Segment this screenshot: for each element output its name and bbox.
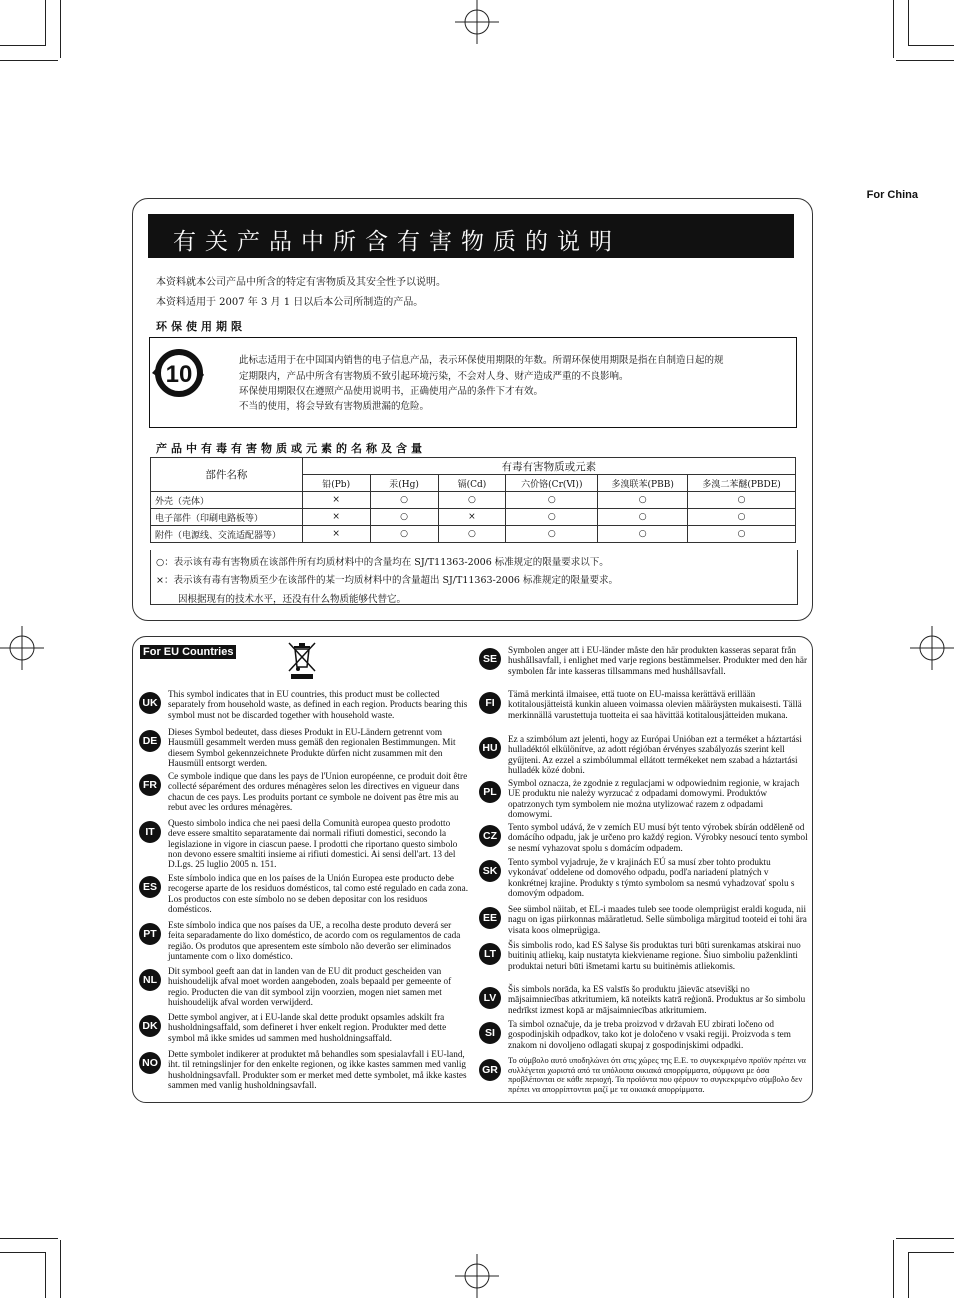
crop-mark: [0, 45, 46, 46]
table-cell: ○: [688, 509, 796, 526]
country-badge: NO: [139, 1052, 161, 1074]
crop-mark: [45, 1252, 46, 1298]
country-badge: UK: [139, 692, 161, 714]
epup-text: 此标志适用于在中国国内销售的电子信息产品，表示环保使用期限的年数。所谓环保使用期限是指在自制造日起的规: [239, 355, 724, 366]
column-header: 多溴二苯醚(PBDE): [688, 475, 796, 492]
table-cell: ○: [688, 526, 796, 543]
column-header: 铅(Pb): [302, 475, 370, 492]
table-cell: ○: [506, 509, 598, 526]
table-header: 有毒有害物质或元素: [302, 458, 795, 475]
country-badge: FI: [479, 692, 501, 714]
table-note: 因根据现有的技术水平，还没有什么物质能够代替它。: [178, 594, 407, 605]
table-cell: ×: [302, 492, 370, 509]
country-badge: LV: [479, 987, 501, 1009]
eu-notice-text: Dette symbol angiver, at i EU-lande skal dette produkt opsamles adskilt fra husholdningsaffald, som defineret i hver enkelt region. Produkter med dette symbol må ikke smides ud sammen med husholdningsaffald.: [168, 1012, 447, 1043]
eu-notice-text: Dit symbool geeft aan dat in landen van de EU dit product gescheiden van huishoudelijk afval moet worden aangeboden, zoals bepaald per gemeente of regio. Producten die van dit symbool zijn voorzien, mogen niet samen met huishoudelijk afval worden verwijderd.: [168, 966, 452, 1007]
country-badge: NL: [139, 969, 161, 991]
table-cell: ○: [370, 492, 438, 509]
crop-mark: [0, 1252, 46, 1253]
country-badge: CZ: [479, 825, 501, 847]
table-cell: ○: [688, 492, 796, 509]
country-badge: LT: [479, 943, 501, 965]
country-badge: PL: [479, 781, 501, 803]
country-badge: PT: [139, 923, 161, 945]
eu-notice-text: Tämä merkintä ilmaisee, että tuote on EU-maissa kerättävä erillään kotitalousjätteistä kunkin alueen voimassa olevien määräysten mukaisesti. Tällä merkinnällä varustettuja tuotteita ei saa hävittää kotitalousjätteiden mukana.: [508, 689, 802, 720]
table-row: [151, 526, 796, 543]
environment-protection-use-period-icon: [152, 343, 204, 403]
crop-mark: [0, 1238, 58, 1239]
registration-mark-icon: [0, 626, 44, 670]
table-cell: ○: [438, 526, 506, 543]
crop-mark: [0, 60, 58, 61]
country-badge: ES: [139, 876, 161, 898]
crop-mark: [908, 1252, 954, 1253]
table-cell: ×: [302, 526, 370, 543]
table-cell: ○: [506, 526, 598, 543]
country-badge: DE: [139, 730, 161, 752]
intro-text: 本资料就本公司产品中所含的特定有害物质及其安全性予以说明。: [156, 277, 446, 288]
eu-notice-text: Šis simbols norāda, ka ES valstīs šo produktu jāievāc atsevišķi no mājsaimniecības atkritumiem, kā noteikts katrā reģionā. Produktus ar šo simbolu nedrīkst izmest kopā ar mājsaimniecības atkritumiem.: [508, 984, 806, 1015]
part-name: 电子部件（印刷电路板等）: [151, 509, 303, 526]
part-name: 外壳（壳体）: [151, 492, 303, 509]
for-eu-tag: For EU Countries: [140, 645, 236, 659]
table-row: [151, 509, 796, 526]
table-cell: ○: [506, 492, 598, 509]
crop-mark: [45, 0, 46, 46]
country-badge: IT: [139, 821, 161, 843]
column-header: 多溴联苯(PBB): [598, 475, 688, 492]
eu-notice-text: See sümbol näitab, et EL-i maades tuleb see toode olemprügist eraldi koguda, nii nagu on igas piirkonnas määratletud. Selle sümboliga märgitud tooteid ei tohi ära visata koos olmeprügiga.: [508, 904, 807, 935]
eu-notice-text: Este símbolo indica que en los países de la Unión Europea este producto debe recogerse aparte de los residuos domésticos, tal como esté regulado en cada zona. Los productos con este símbolo no se deben depositar con los residuos domésticos.: [168, 873, 469, 914]
eu-notice-text: Ez a szimbólum azt jelenti, hogy az Európai Unióban ezt a terméket a háztartási hulladéktól elkülönítve, az adott régióban érvényes szabályozás szerint kell gyűjteni. Az ezzel a szimbólummal ellátott termékeket nem szabad a háztartási hulladék közé dobni.: [508, 734, 802, 775]
column-header: 六价铬(Cr(Ⅵ)): [506, 475, 598, 492]
epup-text: 定期限内，产品中所含有害物质不致引起环境污染，不会对人身、财产造成严重的不良影响。: [239, 371, 629, 382]
table-cell: ○: [370, 526, 438, 543]
table-cell: ×: [438, 509, 506, 526]
epup-number: 10: [165, 361, 193, 388]
registration-mark-icon: [455, 0, 499, 44]
table-note: ×：表示该有毒有害物质至少在该部件的某一均质材料中的含量超出 SJ/T11363-2006 标准规定的限量要求。: [156, 575, 618, 586]
eu-notice-text: Symbolen anger att i EU-länder måste den här produkten kasseras separat från hushållsavfall, i enlighet med varje regions bestämmelser. Produkter med den här symbolen får inte kasseras tillsammans med hushållsavfall.: [508, 645, 808, 676]
table-cell: ○: [370, 509, 438, 526]
crop-mark: [908, 45, 954, 46]
registration-mark-icon: [910, 626, 954, 670]
table-row: [151, 492, 796, 509]
country-badge: SK: [479, 860, 501, 882]
table-cell: ○: [598, 492, 688, 509]
crossed-out-wheelie-bin-icon: [285, 640, 319, 680]
country-badge: HU: [479, 737, 501, 759]
country-badge: SE: [479, 648, 501, 670]
table-cell: ○: [438, 492, 506, 509]
eu-notice-text: This symbol indicates that in EU countries, this product must be collected separately from household waste, as defined in each region. Products bearing this symbol must not be discarded together with household waste.: [168, 689, 468, 720]
country-badge: FR: [139, 774, 161, 796]
table-note: ○：表示该有毒有害物质在该部件所有均质材料中的含量均在 SJ/T11363-2006 标准规定的限量要求以下。: [156, 557, 609, 568]
crop-mark: [60, 0, 61, 58]
column-header: 镉(Cd): [438, 475, 506, 492]
eu-notice-text: Šis simbolis rodo, kad ES šalyse šis produktas turi būti surenkamas atskirai nuo buitinių atliekų, kaip nustatyta kiekviename regione. Šiuo simboliu paženklinti produktai neturi būti išmetami kartu su buitinėmis atliekomis.: [508, 940, 801, 971]
registration-mark-icon: [455, 1254, 499, 1298]
section-heading: 产品中有毒有害物质或元素的名称及含量: [156, 442, 426, 455]
eu-notice-text: Το σύμβολο αυτό υποδηλώνει ότι στις χώρες της Ε.Ε. το συγκεκριμένο προϊόν πρέπει να συλλέγεται χωριστά από τα υπόλοιπα οικιακά απορρίμματα, σύμφωνα με όσα προβλέπονται σε κάθε περιοχή. Τα προϊόντα που φέρουν το συγκεκριμένο σύμβολο δεν πρέπει να απορρίπτονται μαζί με τα οικιακά απορρίμματα.: [508, 1056, 806, 1094]
intro-text: 本资料适用于 2007 年 3 月 1 日以后本公司所制造的产品。: [156, 297, 424, 308]
page-title: 有关产品中所含有害物质的说明: [173, 229, 621, 255]
eu-notice-text: Este símbolo indica que nos países da UE, a recolha deste produto deverá ser feita separadamente do lixo doméstico, de acordo com os regulamentos de cada região. Os produtos que apresentem este símbolo não deverão ser eliminados juntamente com o lixo doméstico.: [168, 920, 461, 961]
eu-notice-text: Ce symbole indique que dans les pays de l'Union européenne, ce produit doit être collecté séparément des ordures ménagères selon les directives en vigueur dans chacun de ces pays. Les produits portant ce symbole ne doivent pas être mis au rebut avec les ordures ménagères.: [168, 771, 468, 812]
crop-mark: [908, 1252, 909, 1298]
crop-mark: [60, 1240, 61, 1298]
crop-mark: [908, 0, 909, 46]
eu-notice-text: Ta simbol označuje, da je treba proizvod v državah EU zbirati ločeno od gospodinjskih odpadkov, tako kot je določeno v vsaki regiji. Proizvoda s tem znakom ni dovoljeno odlagati skupaj z gospodinjskimi odpadki.: [508, 1019, 791, 1050]
eu-notice-text: Symbol oznacza, że zgodnie z regulacjami w odpowiednim regionie, w krajach UE produktu nie należy wyrzucać z odpadami domowymi. Produktów opatrzonych tym symbolem nie można utylizować razem z odpadami domowymi.: [508, 778, 800, 819]
crop-mark: [896, 1238, 954, 1239]
for-china-tag: For China: [863, 189, 922, 201]
country-badge: GR: [479, 1059, 501, 1081]
section-heading: 环保使用期限: [156, 320, 246, 333]
eu-notice-text: Dieses Symbol bedeutet, dass dieses Produkt in EU-Ländern getrennt vom Hausmüll gesammelt werden muss gemäß den regionalen Bestimmungen. Mit diesem Symbol gekennzeichnete Produkte dürfen nicht zusammen mit den Hausmüll entsorgt werden.: [168, 727, 456, 768]
eu-notice-text: Tento symbol vyjadruje, že v krajinách EÚ sa musí zber tohto produktu vykonávať oddelene od domového odpadu, podľa nariadení platných v konkrétnej krajine. Produkty s týmto symbolom sa nesmú vyhadzovať spolu s domovým odpadom.: [508, 857, 795, 898]
table-cell: ○: [598, 526, 688, 543]
crop-mark: [893, 0, 894, 58]
crop-mark: [896, 60, 954, 61]
table-cell: ○: [598, 509, 688, 526]
crop-mark: [893, 1240, 894, 1298]
eu-notice-text: Tento symbol udává, že v zemích EU musí být tento výrobek sbírán odděleně od domácího odpadu, jak je určeno pro každý region. Výrobky nesoucí tento symbol se nesmí vyhazovat spolu s domácím odpadem.: [508, 822, 808, 853]
epup-text: 环保使用期限仅在遵照产品使用说明书，正确使用产品的条件下才有效。: [239, 386, 544, 397]
column-header: 汞(Hg): [370, 475, 438, 492]
epup-text: 不当的使用，将会导致有害物质泄漏的危险。: [239, 401, 430, 412]
country-badge: EE: [479, 907, 501, 929]
eu-notice-text: Dette symbolet indikerer at produktet må behandles som spesialavfall i EU-land, iht. til retningslinjer for den enkelte regionen, og ikke kastes sammen med vanlig husholdningsavfall. Produkter som er merket med dette symbolet, må ikke kastes sammen med vanlig husholdningsavfall.: [168, 1049, 467, 1090]
table-header: 部件名称: [151, 458, 303, 492]
eu-notice-text: Questo simbolo indica che nei paesi della Comunità europea questo prodotto deve essere smaltito separatamente dai normali rifiuti domestici, secondo la legislazione in vigore in ciascun paese. I prodotti che riportano questo simbolo non devono essere smaltiti insieme ai rifiuti domestici. Ai sensi dell'art. 13 del D.Lgs. 25 luglio 2005 n. 151.: [168, 818, 458, 870]
hazardous-substance-table: [150, 457, 796, 543]
country-badge: DK: [139, 1015, 161, 1037]
part-name: 附件（电源线、交流适配器等）: [151, 526, 303, 543]
country-badge: SI: [479, 1022, 501, 1044]
table-cell: ×: [302, 509, 370, 526]
